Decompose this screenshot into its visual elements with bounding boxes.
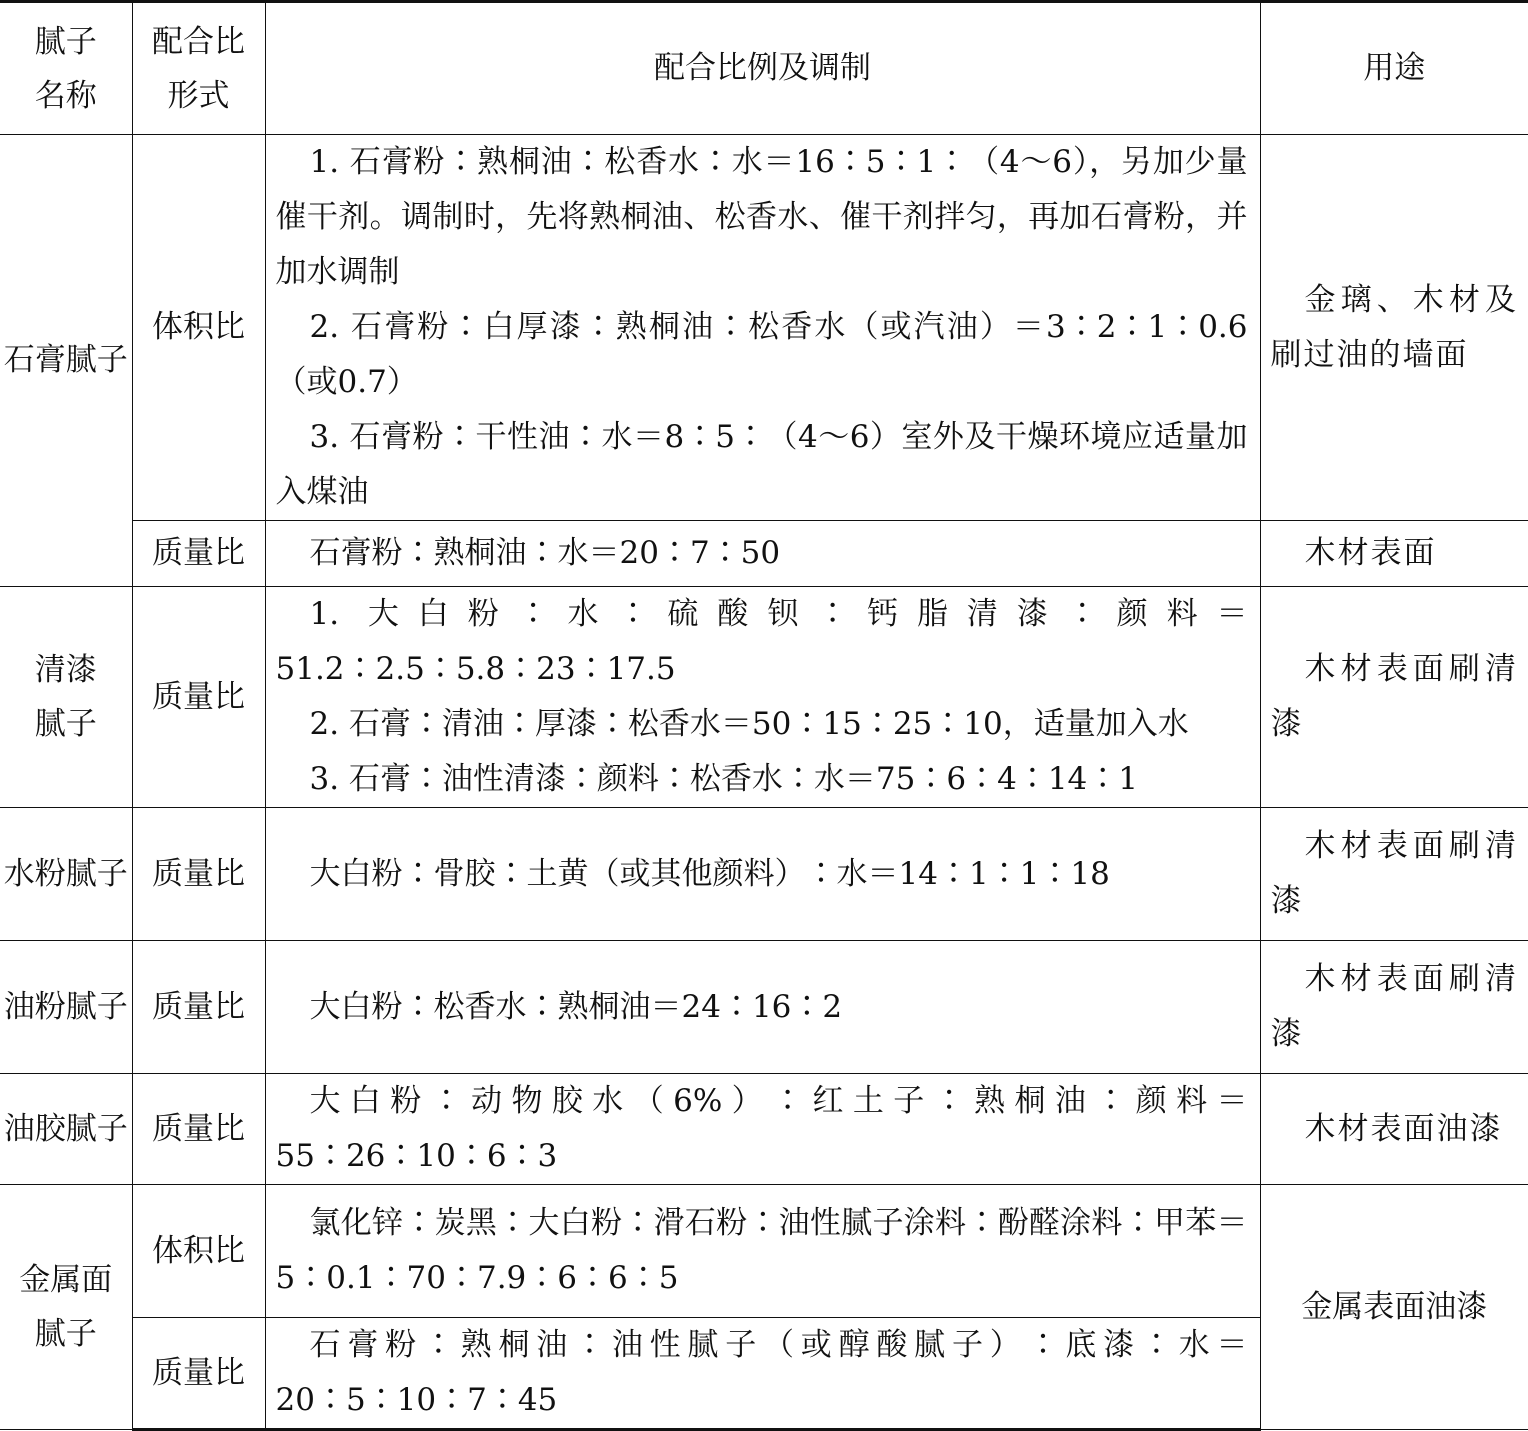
table-row xyxy=(0,1074,1528,1185)
header-ratio-form: 配合比 形式 xyxy=(132,2,265,135)
table-row xyxy=(0,587,1528,808)
use: 金属表面油漆 xyxy=(1260,1185,1528,1430)
header-row xyxy=(0,2,1528,135)
mix-ratio: 大白粉∶松香水∶熟桐油＝24∶16∶2 xyxy=(265,941,1260,1074)
header-putty-name: 腻子 名称 xyxy=(0,2,132,135)
table-row xyxy=(0,941,1528,1074)
mix-ratio: 石膏粉∶熟桐油∶油性腻子（或醇酸腻子）∶底漆∶水＝20∶5∶10∶7∶45 xyxy=(265,1318,1260,1430)
ratio-form: 质量比 xyxy=(132,808,265,941)
ratio-form: 质量比 xyxy=(132,1074,265,1185)
mix-ratio: 氯化锌∶炭黑∶大白粉∶滑石粉∶油性腻子涂料∶酚醛涂料∶甲苯＝5∶0.1∶70∶7.9∶6∶6∶5 xyxy=(265,1185,1260,1318)
table-row xyxy=(0,1185,1528,1318)
use: 金璃、木材及刷过油的墙面 xyxy=(1260,135,1528,521)
mix-ratio: 石膏粉∶熟桐油∶水＝20∶7∶50 xyxy=(265,521,1260,587)
header-use: 用途 xyxy=(1260,2,1528,135)
mix-ratio: 大白粉∶动物胶水（6%）∶红土子∶熟桐油∶颜料＝55∶26∶10∶6∶3 xyxy=(265,1074,1260,1185)
table-row xyxy=(0,808,1528,941)
use: 木材表面油漆 xyxy=(1260,1074,1528,1185)
table-row xyxy=(0,521,1528,587)
putty-name: 油胶腻子 xyxy=(0,1074,132,1185)
use: 木材表面刷清漆 xyxy=(1260,587,1528,808)
ratio-form: 体积比 xyxy=(132,1185,265,1318)
use: 木材表面刷清漆 xyxy=(1260,808,1528,941)
ratio-form: 质量比 xyxy=(132,521,265,587)
putty-name: 石膏腻子 xyxy=(0,135,132,587)
mix-ratio: 1. 石膏粉∶熟桐油∶松香水∶水＝16∶5∶1∶（4～6），另加少量催干剂。调制时，先将熟桐油、松香水、催干剂拌匀，再加石膏粉，并加水调制 2. 石膏粉∶白厚漆∶熟桐油∶松香水（或汽油）＝3∶2∶1∶0.6（或0.7） 3. 石膏粉∶干性油∶水＝8∶5∶（4～6）室外及干燥环境应适量加入煤油 xyxy=(265,135,1260,521)
ratio-form: 质量比 xyxy=(132,941,265,1074)
ratio-form: 体积比 xyxy=(132,135,265,521)
mix-ratio: 1. 大白粉∶水∶硫酸钡∶钙脂清漆∶颜料＝51.2∶2.5∶5.8∶23∶17.5 2. 石膏∶清油∶厚漆∶松香水＝50∶15∶25∶10，适量加入水 3. 石膏∶油性清漆∶颜料∶松香水∶水＝75∶6∶4∶14∶1 xyxy=(265,587,1260,808)
mix-ratio: 大白粉∶骨胶∶土黄（或其他颜料）∶水＝14∶1∶1∶18 xyxy=(265,808,1260,941)
ratio-form: 质量比 xyxy=(132,587,265,808)
use: 木材表面刷清漆 xyxy=(1260,941,1528,1074)
use: 木材表面 xyxy=(1260,521,1528,587)
putty-name: 油粉腻子 xyxy=(0,941,132,1074)
putty-name: 水粉腻子 xyxy=(0,808,132,941)
header-mix-ratio: 配合比例及调制 xyxy=(265,2,1260,135)
putty-name: 金属面 腻子 xyxy=(0,1185,132,1430)
table-row xyxy=(0,135,1528,521)
putty-name: 清漆 腻子 xyxy=(0,587,132,808)
ratio-form: 质量比 xyxy=(132,1318,265,1430)
